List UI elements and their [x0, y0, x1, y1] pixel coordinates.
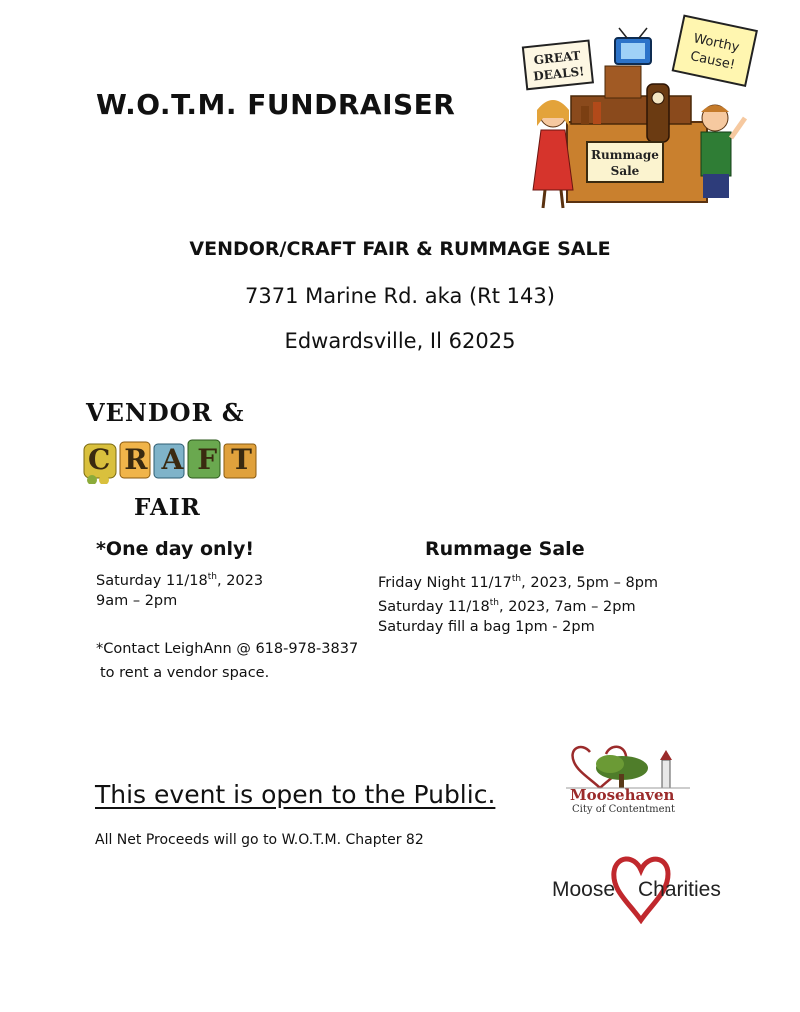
moose-charities-left: Moose	[552, 878, 616, 901]
rummage-sign-line1: Rummage	[591, 148, 659, 162]
event-address-line1: 7371 Marine Rd. aka (Rt 143)	[245, 284, 555, 308]
vendor-time: 9am – 2pm	[96, 593, 178, 609]
rummage-line-suffix: , 2023, 7am – 2pm	[498, 598, 636, 615]
vendor-logo-line1: VENDOR &	[86, 398, 245, 427]
moosehaven-name: Moosehaven	[570, 786, 675, 804]
rummage-line-sup: th	[489, 598, 499, 608]
moosehaven-logo	[566, 740, 690, 820]
rummage-line-suffix: , 2023, 5pm – 8pm	[521, 574, 659, 591]
rummage-line	[378, 592, 636, 619]
moosehaven-heart-tree-graphic	[566, 740, 690, 792]
vendor-section-heading: *One day only!	[96, 538, 255, 560]
rummage-line	[378, 616, 595, 639]
rummage-sale-clipart	[515, 14, 765, 220]
vendor-craft-fair-logo	[82, 398, 272, 528]
rummage-line-prefix: Saturday 11/18	[378, 598, 490, 615]
great-deals-sign-line2: DEALS!	[532, 64, 586, 84]
vendor-date	[96, 566, 263, 593]
public-notice: This event is open to the Public.	[95, 780, 496, 809]
vendor-logo-line3: FAIR	[134, 494, 201, 521]
rummage-section-heading: Rummage Sale	[425, 538, 585, 560]
vendor-date-prefix: Saturday 11/18	[96, 572, 208, 589]
worthy-cause-sign-line2: Cause!	[688, 48, 737, 74]
vendor-contact-line1: *Contact LeighAnn @ 618-978-3837	[96, 641, 359, 657]
proceeds-note: All Net Proceeds will go to W.O.T.M. Chapter 82	[95, 832, 424, 848]
great-deals-sign-line1: GREAT	[533, 48, 582, 68]
rummage-line-prefix: Friday Night 11/17	[378, 574, 512, 591]
rummage-line-sup: th	[511, 574, 522, 584]
rummage-line-prefix: Saturday fill a bag 1pm - 2pm	[378, 619, 595, 635]
rummage-sale-clipart-graphic	[515, 14, 765, 220]
vendor-logo-line2	[82, 436, 266, 484]
vendor-contact-line2: to rent a vendor space.	[100, 665, 270, 681]
vendor-date-suffix: , 2023	[216, 572, 264, 589]
rummage-line	[378, 568, 658, 595]
moose-charities-logo	[550, 850, 730, 926]
moose-charities-right: Charities	[638, 878, 721, 901]
craft-word: CRAFT	[88, 443, 266, 476]
worthy-cause-sign-line1: Worthy	[692, 31, 741, 56]
vendor-date-sup: th	[207, 572, 217, 582]
event-address-line2: Edwardsville, Il 62025	[284, 329, 516, 353]
rummage-sign-line2: Sale	[610, 164, 640, 178]
page-title: W.O.T.M. FUNDRAISER	[96, 88, 456, 121]
moosehaven-tagline: City of Contentment	[572, 804, 675, 815]
event-subtitle: VENDOR/CRAFT FAIR & RUMMAGE SALE	[189, 238, 611, 260]
